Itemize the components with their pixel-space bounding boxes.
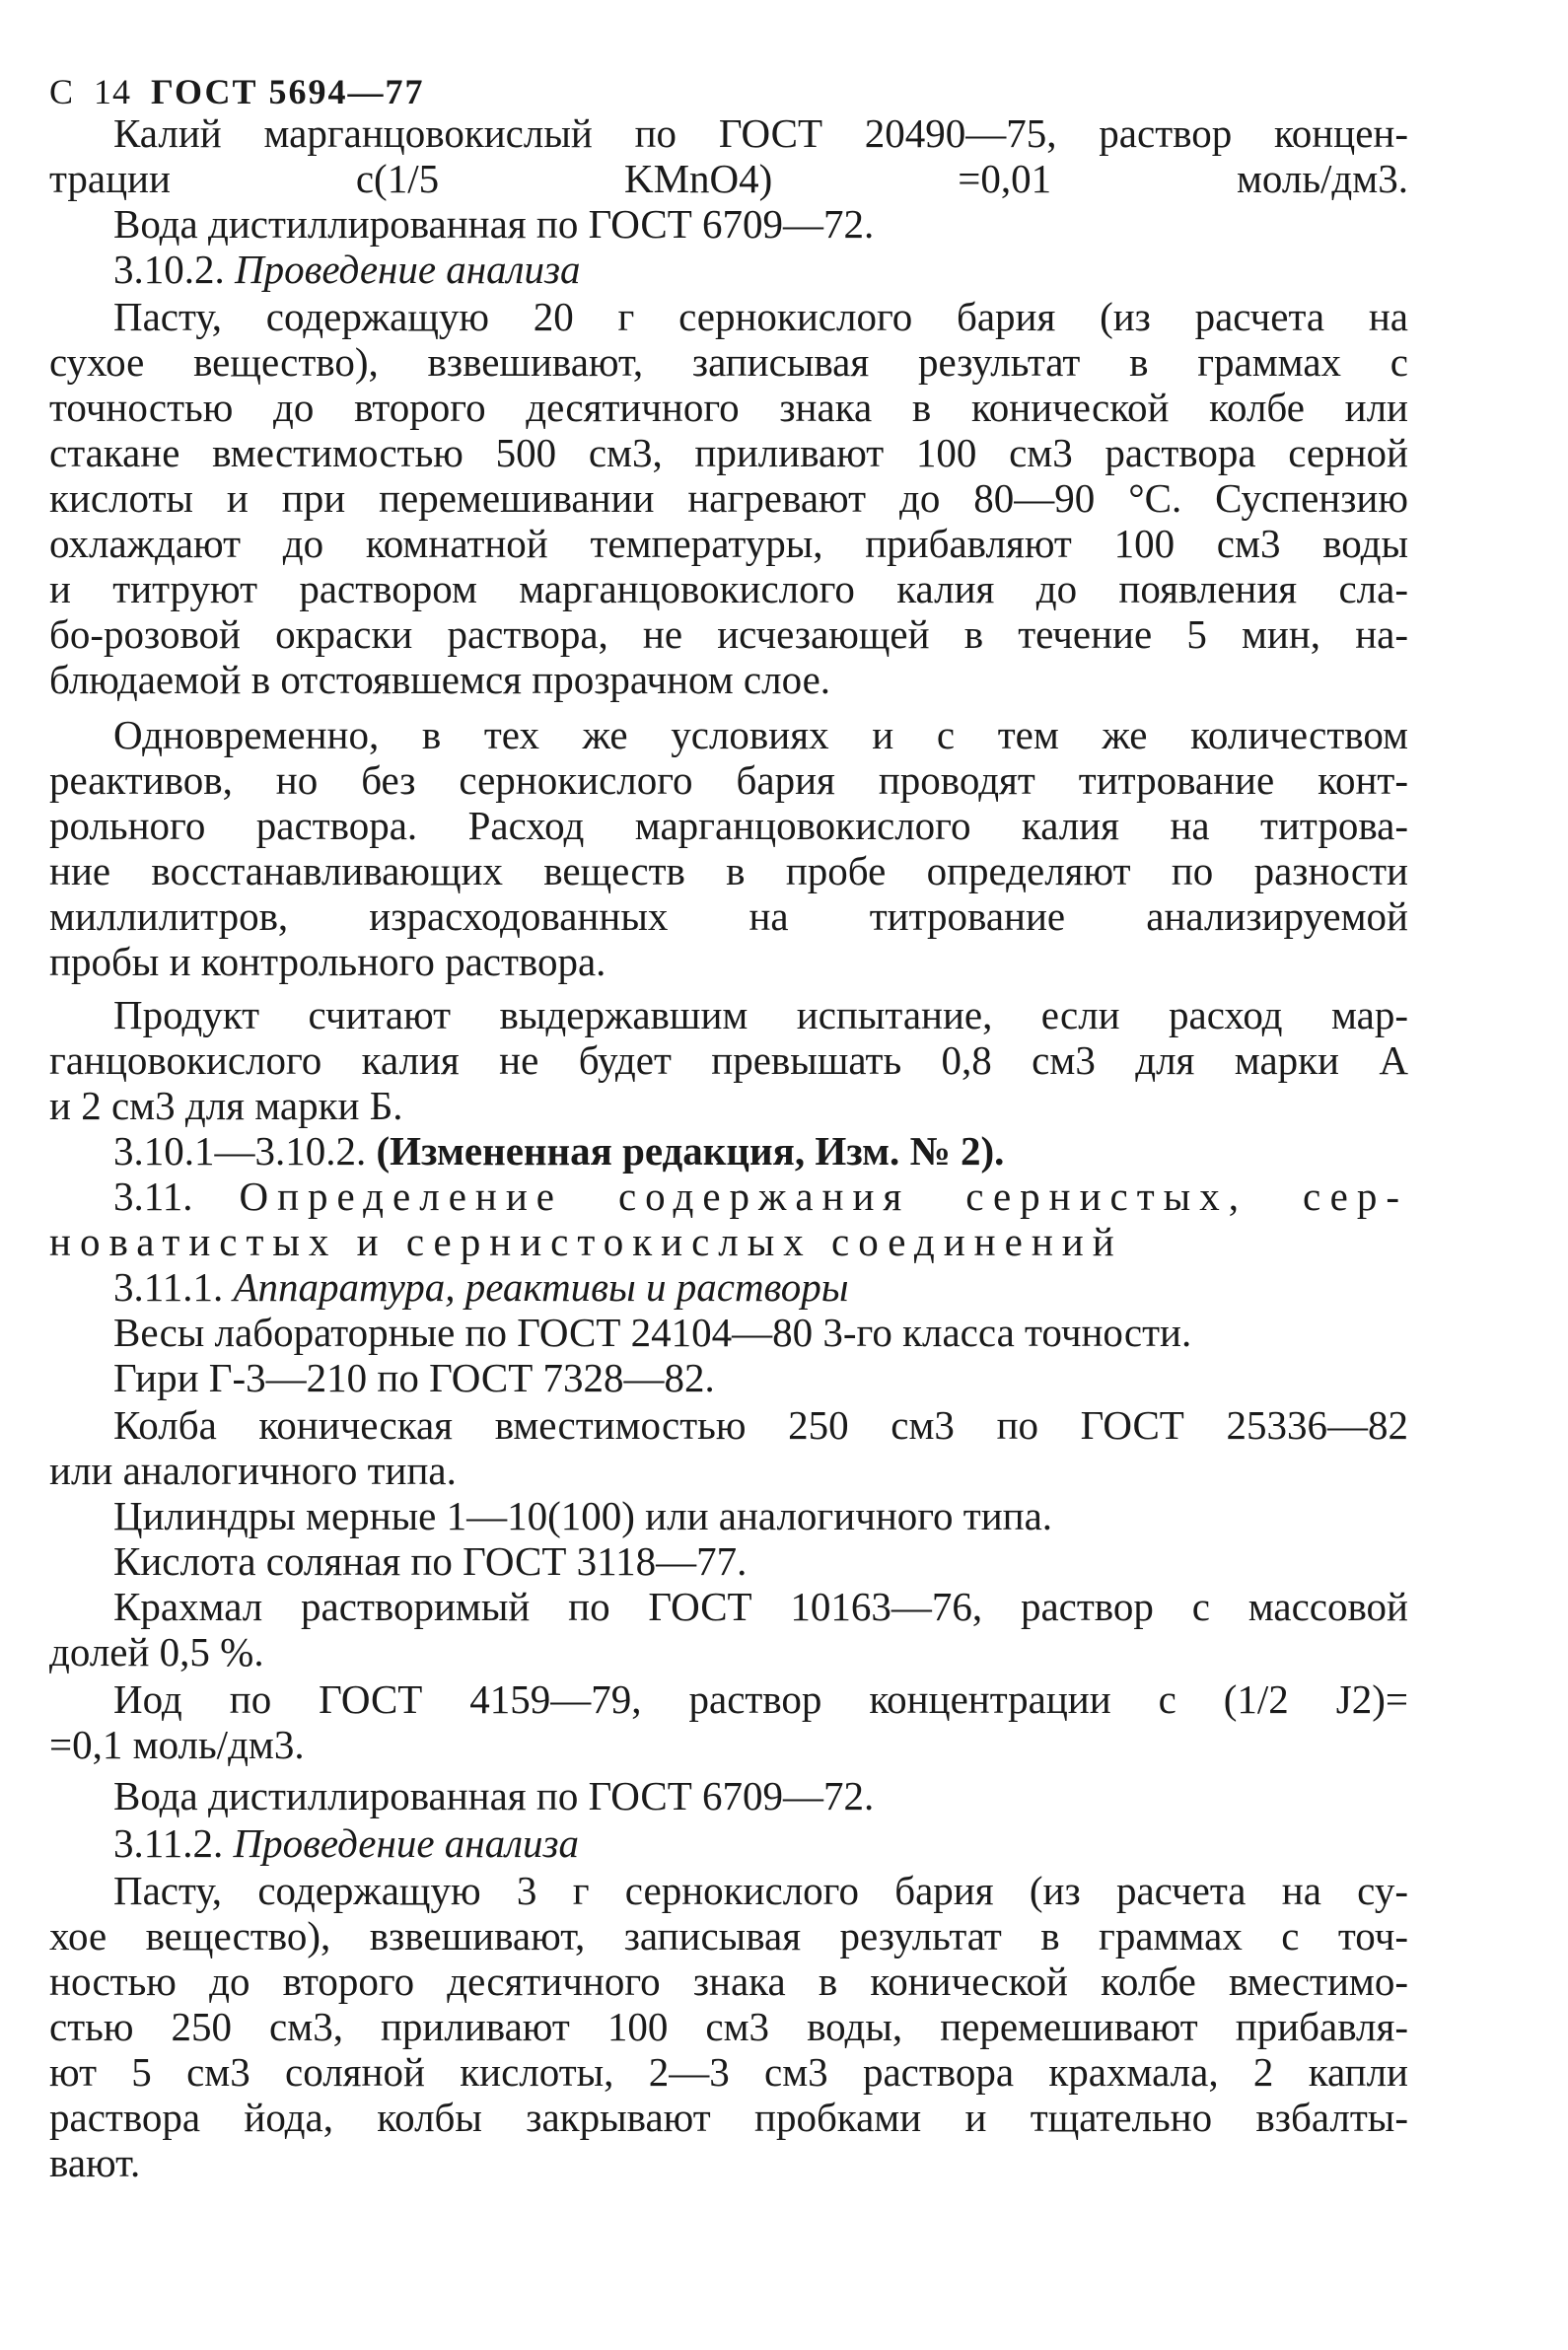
section-number: 3.11.1. (113, 1264, 224, 1310)
text-line: Иод по ГОСТ 4159—79, раствор концентрации с (1/2 J2)= (113, 1676, 1408, 1722)
text-line: и титруют раствором марганцовокислого калия до появления сла- (49, 566, 1408, 611)
text-line: Пасту, содержащую 20 г сернокислого бария (из расчета на (113, 294, 1408, 339)
text-line: пробы и контрольного раствора. (49, 939, 606, 984)
text-line: Одновременно, в тех же условиях и с тем же количеством (113, 712, 1408, 757)
page-prefix: С (49, 72, 75, 111)
text-line: бо-розовой окраски раствора, не исчезающей в течение 5 мин, на- (49, 611, 1408, 657)
section-heading (113, 1264, 1408, 1310)
text-line: Вода дистиллированная по ГОСТ 6709—72. (113, 201, 875, 247)
text-line: Гири Г-3—210 по ГОСТ 7328—82. (113, 1355, 715, 1400)
text-line: Продукт считают выдержавшим испытание, если расход мар- (113, 992, 1408, 1037)
revision-note (113, 1128, 1408, 1174)
text-line: кислоты и при перемешивании нагревают до 80—90 °С. Суспензию (49, 475, 1408, 521)
section-number: 3.11. (113, 1174, 193, 1219)
page-number: 14 (94, 72, 132, 111)
section-title: Проведение анализа (235, 247, 581, 292)
text-line: реактивов, но без сернокислого бария проводят титрование конт- (49, 757, 1408, 803)
text-line: долей 0,5 %. (49, 1629, 264, 1674)
text-line: блюдаемой в отстоявшемся прозрачном слое. (49, 657, 831, 702)
section-heading (113, 247, 1408, 292)
text-line: Кислота соляная по ГОСТ 3118—77. (113, 1538, 748, 1584)
section-title: Определение содержания сернистых, сер- (239, 1174, 1408, 1219)
text-line: миллилитров, израсходованных на титрование анализируемой (49, 893, 1408, 939)
text-line: Цилиндры мерные 1—10(100) или аналогичного типа. (113, 1493, 1053, 1538)
text-line: хое вещество), взвешивают, записывая результат в граммах с точ- (49, 1913, 1408, 1958)
text-line: ют 5 см3 соляной кислоты, 2—3 см3 раствора крахмала, 2 капли (49, 2049, 1408, 2095)
text-line: или аналогичного типа. (49, 1448, 457, 1493)
text-line: Колба коническая вместимостью 250 см3 по ГОСТ 25336—82 (113, 1402, 1408, 1448)
text-line: Вода дистиллированная по ГОСТ 6709—72. (113, 1773, 875, 1818)
text-line: ганцовокислого калия не будет превышать 0,8 см3 для марки А (49, 1037, 1408, 1083)
revision-text: (Измененная редакция, Изм. № 2). (376, 1128, 1005, 1174)
revision-range: 3.10.1—3.10.2. (113, 1128, 367, 1174)
standard-number: ГОСТ 5694—77 (151, 72, 425, 111)
section-heading (113, 1820, 1408, 1866)
text-line: рольного раствора. Расход марганцовокислого калия на титрова- (49, 803, 1408, 848)
section-title: Проведение анализа (233, 1820, 580, 1866)
text-line: охлаждают до комнатной температуры, прибавляют 100 см3 воды (49, 521, 1408, 566)
text-line: точностью до второго десятичного знака в конической колбе или (49, 385, 1408, 430)
text-line: =0,1 моль/дм3. (49, 1722, 305, 1767)
section-number: 3.10.2. (113, 247, 225, 292)
text-line: Весы лабораторные по ГОСТ 24104—80 3-го класса точности. (113, 1310, 1192, 1355)
text-line: раствора йода, колбы закрывают пробками и тщательно взбалты- (49, 2095, 1408, 2140)
section-heading (113, 1174, 1408, 1219)
text-line: Калий марганцовокислый по ГОСТ 20490—75, раствор концен- (113, 110, 1408, 156)
text-line: Крахмал растворимый по ГОСТ 10163—76, раствор с массовой (113, 1584, 1408, 1629)
text-line: Пасту, содержащую 3 г сернокислого бария (из расчета на су- (113, 1868, 1408, 1913)
text-line: стакане вместимостью 500 см3, приливают 100 см3 раствора серной (49, 430, 1408, 475)
section-title-continued: новатистых и сернистокислых соединений (49, 1219, 1123, 1264)
text-line: сухое вещество), взвешивают, записывая результат в граммах с (49, 339, 1408, 385)
text-line: ние восстанавливающих веществ в пробе определяют по разности (49, 848, 1408, 893)
section-number: 3.11.2. (113, 1820, 224, 1866)
section-title: Аппаратура, реактивы и растворы (233, 1264, 849, 1310)
text-line: стью 250 см3, приливают 100 см3 воды, перемешивают прибавля- (49, 2004, 1408, 2049)
text-line: трации c(1/5 KMnO4) =0,01 моль/дм3. (49, 156, 1408, 201)
text-line: ностью до второго десятичного знака в конической колбе вместимо- (49, 1958, 1408, 2004)
text-line: вают. (49, 2140, 141, 2185)
text-line: и 2 см3 для марки Б. (49, 1083, 403, 1128)
page-header (49, 71, 424, 112)
